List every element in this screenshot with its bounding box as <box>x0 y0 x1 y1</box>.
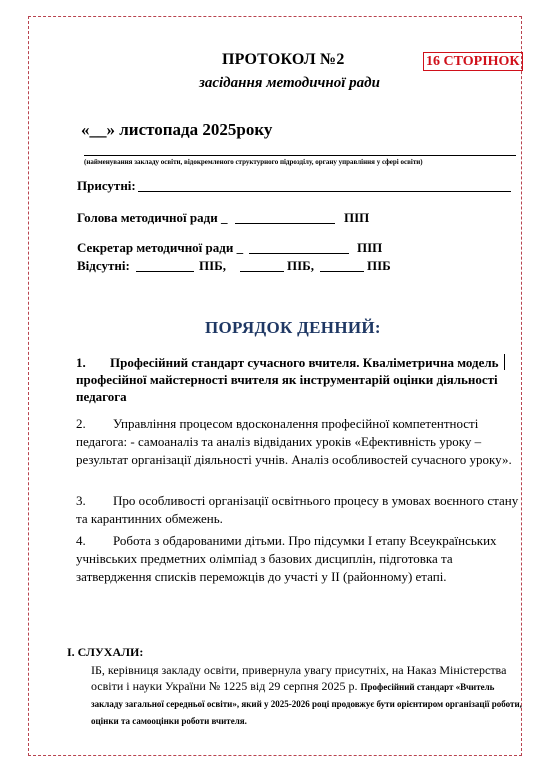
secretary-name: ПІП <box>357 240 383 255</box>
heard-text <box>91 662 523 729</box>
head-label: Голова методичної ради _ <box>77 210 228 225</box>
head-name: ПІП <box>344 210 370 225</box>
agenda-title: ПОРЯДОК ДЕННИЙ: <box>205 318 381 337</box>
agenda-item-text: Професійний стандарт сучасного вчителя. Кваліметрична модель професійної майстерності вчителя як інструментарій оцінки діяльності педагога <box>76 355 499 404</box>
agenda-item-text: Управління процесом вдосконалення професійної компетентності педагога: - самоаналіз та аналіз відвіданих уроків «Ефективність уроку – результат організації діяльності учнів. Аналіз особливостей сучасного уроку». <box>76 416 512 467</box>
agenda-item-4 <box>76 532 526 586</box>
head-line <box>235 223 335 224</box>
secretary-line <box>249 253 349 254</box>
absent-name-1: ПІБ, <box>199 258 227 273</box>
absent-line-3 <box>320 271 364 272</box>
agenda-item-text: Про особливості організації освітнього процесу в умовах воєнного стану та карантинних обмежень. <box>76 493 519 526</box>
pages-badge: 16 СТОРІНОК <box>423 52 523 71</box>
absent-name-3: ПІБ <box>367 258 391 273</box>
absent-name-2: ПІБ, <box>287 258 315 273</box>
present-line <box>138 191 511 192</box>
meeting-date: «__» листопада 2025року <box>81 120 273 139</box>
agenda-item-number: 3. <box>76 493 86 508</box>
absent-line-2 <box>240 271 284 272</box>
protocol-title: ПРОТОКОЛ №2 <box>222 51 345 68</box>
agenda-item-2 <box>76 415 526 469</box>
protocol-subtitle: засідання методичної ради <box>199 75 380 91</box>
text-cursor <box>504 354 505 370</box>
agenda-item-3 <box>76 492 526 528</box>
agenda-item-number: 2. <box>76 416 86 431</box>
agenda-item-number: 1. <box>76 355 86 370</box>
absent-line-1 <box>136 271 194 272</box>
agenda-item-text: Робота з обдарованими дітьми. Про підсумки І етапу Всеукраїнських учнівських предметних олімпіад з базових дисциплін, підготовка та затвердження списків переможців до участі у ІІ (районному) етапі. <box>76 533 497 584</box>
agenda-item-number: 4. <box>76 533 86 548</box>
agenda-item-1 <box>76 354 506 405</box>
institution-line <box>84 155 516 156</box>
present-label: Присутні: <box>77 178 136 193</box>
institution-note: (найменування закладу освіти, відокремленого структурного підрозділу, органу управління у сфері освіти) <box>84 158 423 166</box>
heard-text-small: Професійний стандарт «Вчитель закладу загальної середньої освіти», який у 2025-2026 році продовжує бути орієнтиром організації роботи, оцінки та самооцінки роботи вчителя. <box>91 682 522 726</box>
heard-title: І. СЛУХАЛИ: <box>67 645 144 659</box>
secretary-label: Секретар методичної ради _ <box>77 240 244 255</box>
absent-label: Відсутні: <box>77 258 130 273</box>
heard-text-main: ІБ, керівниця закладу освіти, привернула увагу присутніх, на Наказ Міністерства освіти і науки України № 1225 від 29 серпня 2025 р. <box>91 663 507 693</box>
